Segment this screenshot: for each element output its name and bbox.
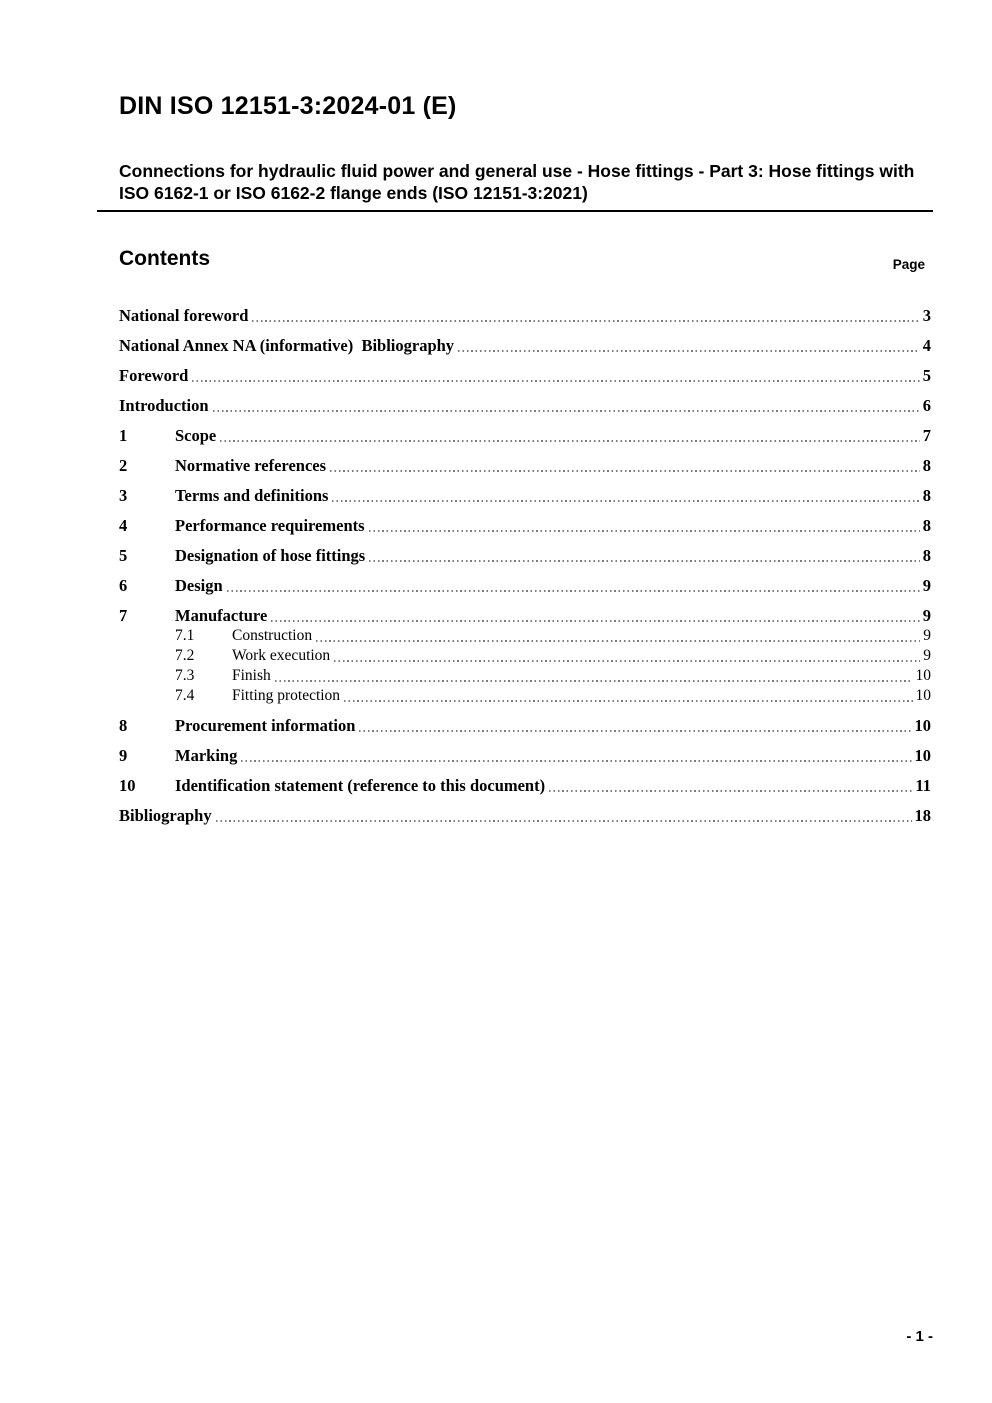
toc-entry-label: Identification statement (reference to this document) xyxy=(175,776,546,795)
toc-row xyxy=(119,646,931,666)
toc-dot-leader xyxy=(332,500,919,502)
toc-dot-leader xyxy=(241,760,911,762)
toc-row xyxy=(119,546,931,566)
toc-entry-label: Normative references xyxy=(175,456,327,475)
toc-dot-leader xyxy=(227,590,920,592)
footer-page-number: - 1 - xyxy=(906,1328,933,1345)
toc-entry-label: Design xyxy=(175,576,223,595)
toc-entry-label: Terms and definitions xyxy=(175,486,329,505)
toc-row xyxy=(119,666,931,686)
toc-row xyxy=(119,516,931,536)
toc-entry-label: Work execution xyxy=(232,647,331,664)
toc-entry-number: 7.2 xyxy=(175,647,195,664)
toc-entry-number: 2 xyxy=(119,456,128,475)
toc-row xyxy=(119,366,931,386)
toc-row xyxy=(119,396,931,416)
title-divider-rule xyxy=(97,210,933,212)
toc-entry-page: 3 xyxy=(922,306,931,325)
toc-entry-label: Scope xyxy=(175,426,217,445)
toc-entry-page: 7 xyxy=(922,426,931,445)
toc-dot-leader xyxy=(458,350,920,352)
toc-entry-label: Introduction xyxy=(119,396,209,415)
toc-entry-page: 10 xyxy=(915,687,931,704)
toc-entry-label: Fitting protection xyxy=(232,687,341,704)
toc-entry-number: 10 xyxy=(119,776,136,795)
toc-row xyxy=(119,456,931,476)
contents-heading: Contents xyxy=(119,247,210,270)
page-column-label: Page xyxy=(892,257,925,272)
toc-dot-leader xyxy=(213,410,920,412)
toc-entry-label: Designation of hose fittings xyxy=(175,546,366,565)
toc-entry-label: National foreword xyxy=(119,306,249,325)
toc-entry-label: National Annex NA (informative) Bibliography xyxy=(119,336,455,355)
toc-entry-page: 8 xyxy=(922,456,931,475)
toc-entry-number: 3 xyxy=(119,486,128,505)
toc-entry-number: 7.1 xyxy=(175,627,195,644)
toc-dot-leader xyxy=(369,560,920,562)
toc-entry-page: 10 xyxy=(914,746,931,765)
toc-entry-page: 11 xyxy=(915,776,931,795)
toc-entry-number: 8 xyxy=(119,716,128,735)
toc-entry-number: 1 xyxy=(119,426,128,445)
toc-entry-number: 9 xyxy=(119,746,128,765)
toc-entry-page: 5 xyxy=(922,366,931,385)
toc-entry-label: Manufacture xyxy=(175,606,268,625)
toc-row xyxy=(119,686,931,706)
toc-entry-page: 10 xyxy=(914,716,931,735)
toc-entry-label: Marking xyxy=(175,746,238,765)
toc-entry-number: 7 xyxy=(119,606,128,625)
document-title: Connections for hydraulic fluid power and general use - Hose fittings - Part 3: Hose fittings with ISO 6162-1 or ISO 6162-2 flange ends (ISO 12151-3:2021) xyxy=(119,161,915,203)
toc-dot-leader xyxy=(344,700,912,702)
toc-entry-page: 9 xyxy=(923,627,931,644)
document-code-heading: DIN ISO 12151-3:2024-01 (E) xyxy=(119,92,457,120)
toc-entry-page: 8 xyxy=(922,486,931,505)
toc-row xyxy=(119,626,931,646)
toc-dot-leader xyxy=(192,380,919,382)
toc-row xyxy=(119,426,931,446)
toc-row xyxy=(119,336,931,356)
toc-dot-leader xyxy=(316,640,920,642)
toc-dot-leader xyxy=(271,620,919,622)
toc-dot-leader xyxy=(220,440,920,442)
toc-entry-number: 6 xyxy=(119,576,128,595)
toc-entry-number: 7.4 xyxy=(175,687,195,704)
toc-entry-page: 18 xyxy=(914,806,931,825)
toc-row xyxy=(119,716,931,736)
toc-row xyxy=(119,776,931,796)
toc-entry-label: Bibliography xyxy=(119,806,212,825)
toc-entry-page: 9 xyxy=(922,576,931,595)
toc-row xyxy=(119,606,931,626)
toc-dot-leader xyxy=(252,320,919,322)
toc-entry-page: 4 xyxy=(922,336,931,355)
toc-row xyxy=(119,486,931,506)
toc-row xyxy=(119,576,931,596)
toc-entry-page: 8 xyxy=(922,546,931,565)
toc-dot-leader xyxy=(330,470,920,472)
toc-dot-leader xyxy=(216,820,912,822)
toc-row xyxy=(119,806,931,826)
toc-dot-leader xyxy=(275,680,913,682)
toc-list xyxy=(119,306,931,826)
toc-entry-label: Performance requirements xyxy=(175,516,365,535)
toc-row xyxy=(119,306,931,326)
toc-entry-number: 5 xyxy=(119,546,128,565)
toc-entry-label: Finish xyxy=(232,667,271,684)
toc-entry-page: 10 xyxy=(915,667,931,684)
toc-row xyxy=(119,746,931,766)
toc-entry-page: 9 xyxy=(923,647,931,664)
toc-dot-leader xyxy=(549,790,912,792)
toc-entry-label: Procurement information xyxy=(175,716,356,735)
toc-entry-label: Construction xyxy=(232,627,313,644)
toc-dot-leader xyxy=(369,530,920,532)
toc-entry-label: Foreword xyxy=(119,366,189,385)
toc-entry-page: 6 xyxy=(922,396,931,415)
toc-entry-number: 4 xyxy=(119,516,128,535)
toc-dot-leader xyxy=(359,730,911,732)
toc-dot-leader xyxy=(334,660,920,662)
toc-entry-page: 9 xyxy=(922,606,931,625)
toc-entry-page: 8 xyxy=(922,516,931,535)
toc-entry-number: 7.3 xyxy=(175,667,195,684)
